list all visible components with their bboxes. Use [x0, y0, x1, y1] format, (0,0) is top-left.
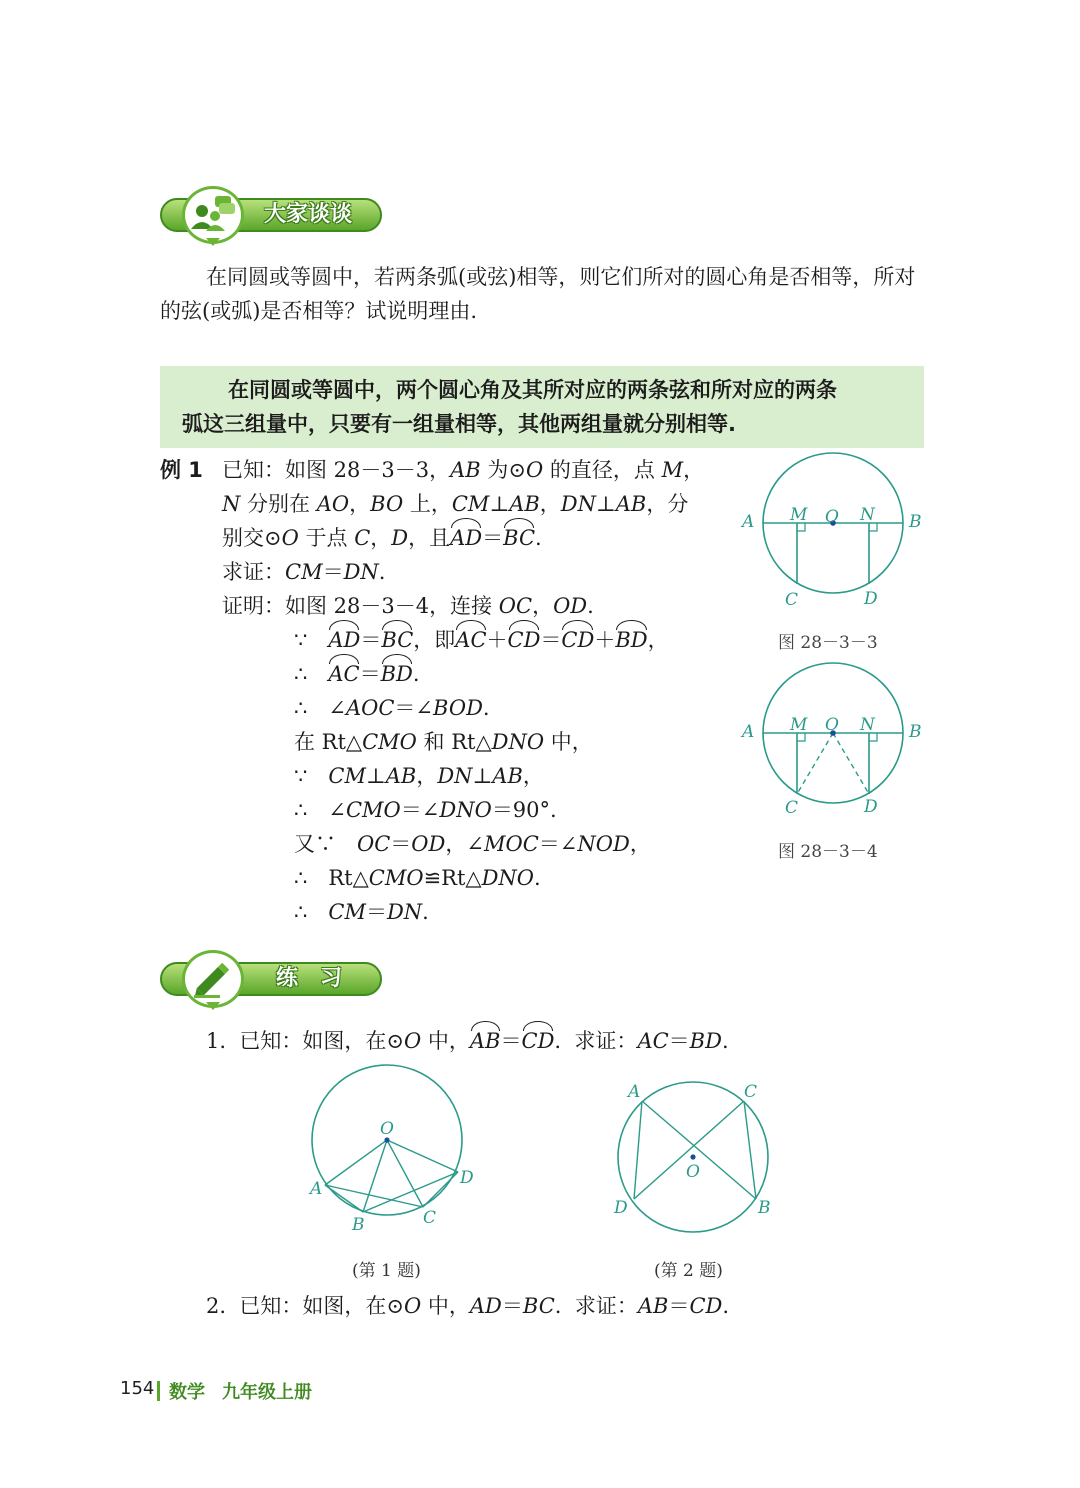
- theorem-line-2: 弧这三组量中，只要有一组量相等，其他两组量就分别相等.: [182, 412, 736, 436]
- example-given-line-2: N 分别在 AO，BO 上，CM⊥AB，DN⊥AB，分: [222, 492, 689, 516]
- fig1-label-O: O: [825, 507, 839, 527]
- fig2-label-M: M: [790, 715, 808, 735]
- footer-divider: [157, 1381, 160, 1401]
- figure-28-3-4: [730, 660, 930, 830]
- fig1-label-N: N: [860, 505, 875, 525]
- footer-grade: 九年级上册: [222, 1382, 312, 1403]
- fig2-label-A: A: [742, 722, 755, 742]
- exercise-1-figure: [300, 1060, 480, 1240]
- footer-subject: 数学: [169, 1382, 205, 1403]
- proof-line-6: ∵ CM⊥AB，DN⊥AB，: [294, 764, 544, 788]
- ex2-label-B: B: [758, 1198, 771, 1218]
- exercise-1: 1. 已知：如图，在⊙O 中，AB＝CD. 求证：AC＝BD.: [206, 1024, 729, 1058]
- proof-line-5: 在 Rt△CMO 和 Rt△DNO 中，: [294, 730, 593, 754]
- exercise-2-figure: [606, 1068, 786, 1248]
- fig2-label-C: C: [785, 798, 799, 818]
- proof-line-7: ∴ ∠CMO＝∠DNO＝90°.: [294, 798, 557, 822]
- exercise-2: 2. 已知：如图，在⊙O 中，AD＝BC. 求证：AB＝CD.: [206, 1294, 730, 1318]
- figure-28-3-4-caption: 图 28－3－4: [778, 842, 878, 862]
- exercise-1-caption: (第 1 题): [352, 1261, 421, 1281]
- example-given-line-3: 别交⊙O 于点 C，D，且AD＝BC.: [222, 521, 542, 555]
- proof-line-4: ∴ ∠AOC＝∠BOD.: [294, 696, 490, 720]
- proof-line-9: ∴ Rt△CMO≌Rt△DNO.: [294, 866, 541, 890]
- fig1-label-B: B: [909, 512, 922, 532]
- fig1-label-M: M: [790, 505, 808, 525]
- discussion-title: 大家谈谈: [264, 202, 353, 227]
- ex1-label-B: B: [352, 1215, 365, 1235]
- ex1-label-D: D: [460, 1168, 474, 1188]
- example-label: 例 1: [160, 458, 203, 482]
- figure-28-3-3: [730, 450, 930, 620]
- ex1-label-O: O: [380, 1119, 394, 1139]
- ex2-label-C: C: [744, 1082, 758, 1102]
- proof-line-8: 又∵ OC＝OD，∠MOC＝∠NOD，: [294, 832, 651, 856]
- ex1-label-A: A: [310, 1179, 323, 1199]
- ex2-label-D: D: [614, 1198, 628, 1218]
- ex1-label-C: C: [423, 1208, 437, 1228]
- fig2-label-O: O: [825, 715, 839, 735]
- example-given-line-1: 已知：如图 28－3－3，AB 为⊙O 的直径，点 M，: [222, 458, 705, 482]
- practice-title: 练 习: [276, 966, 343, 991]
- theorem-box: [160, 366, 924, 448]
- discussion-text: 在同圆或等圆中，若两条弧(或弦)相等，则它们所对的圆心角是否相等，所对的弦(或弧)是否相等？试说明理由.: [160, 265, 916, 323]
- fig2-label-B: B: [909, 722, 922, 742]
- fig1-label-C: C: [785, 590, 799, 610]
- proof-line-3: ∴ AC＝BD.: [294, 657, 420, 691]
- example-prove: 求证：CM＝DN.: [222, 560, 386, 584]
- figure-28-3-3-caption: 图 28－3－3: [778, 633, 878, 653]
- pencil-icon: [182, 950, 244, 1008]
- fig2-label-N: N: [860, 715, 875, 735]
- discussion-banner: [158, 186, 390, 244]
- exercise-2-caption: (第 2 题): [654, 1261, 723, 1281]
- proof-line-10: ∴ CM＝DN.: [294, 900, 429, 924]
- theorem-line-1: 在同圆或等圆中，两个圆心角及其所对应的两条弦和所对应的两条: [228, 378, 837, 402]
- proof-line-1: 证明：如图 28－3－4，连接 OC，OD.: [222, 594, 594, 618]
- people-talking-icon: [182, 186, 244, 244]
- fig1-label-D: D: [864, 589, 878, 609]
- practice-banner: [158, 950, 390, 1008]
- footer-page-number: 154: [120, 1378, 155, 1399]
- ex2-label-A: A: [628, 1082, 641, 1102]
- fig1-label-A: A: [742, 512, 755, 532]
- fig2-label-D: D: [864, 797, 878, 817]
- ex2-label-O: O: [686, 1162, 700, 1182]
- proof-line-2: ∵ AD＝BC，即AC＋CD＝CD＋BD，: [294, 623, 669, 657]
